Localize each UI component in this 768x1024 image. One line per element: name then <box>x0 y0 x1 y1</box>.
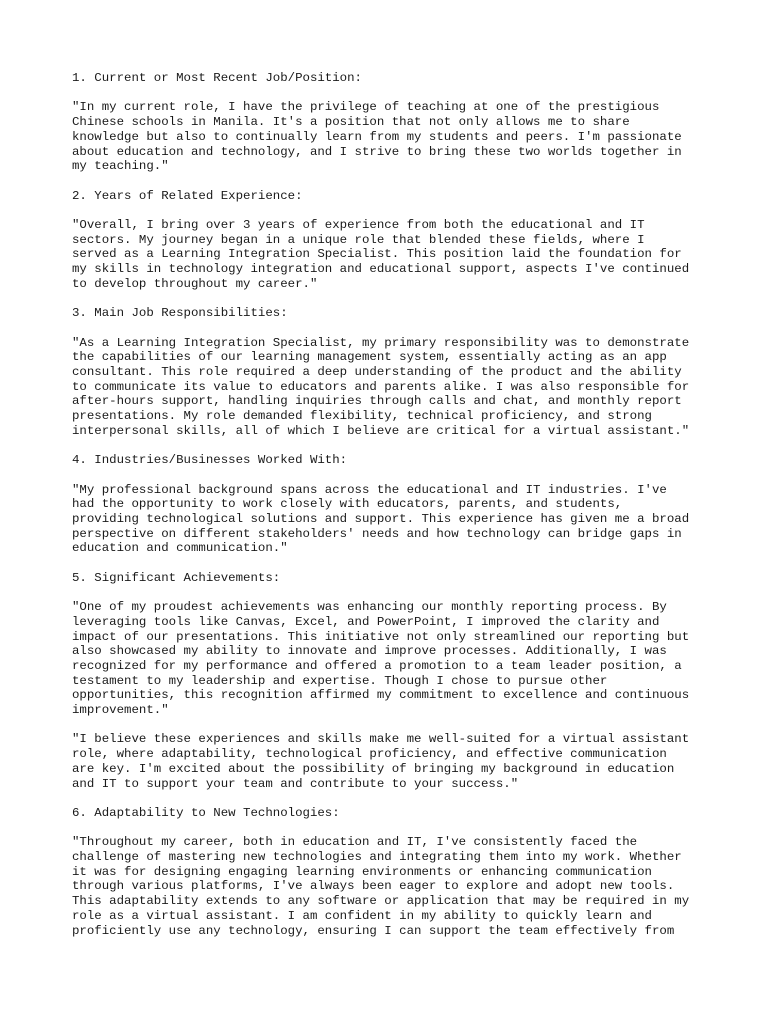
section-heading-years-experience: 2. Years of Related Experience: <box>72 188 303 203</box>
paragraph-adaptability: "Throughout my career, both in education and IT, I've consistently faced the challenge of mastering new technologies and integrating them into my work. Whether it was for designing engaging learning environments or enhancing communication through various platforms, I've always been eager to explore and adopt new tools. This adaptability extends to any software or application that may be required in my role as a virtual assistant. I am confident in my ability to quickly learn and proficiently use any technology, ensuring I can support the team effectively from <box>72 835 690 938</box>
paragraph-industries: "My professional background spans across the educational and IT industries. I've had the opportunity to work closely with educators, parents, and students, providing technological solutions and support. This experience has given me a broad perspective on different stakeholders' needs and how technology can bridge gaps in education and communication." <box>72 482 690 556</box>
document-body <box>72 71 712 953</box>
section-heading-current-position: 1. Current or Most Recent Job/Position: <box>72 71 362 85</box>
section-heading-responsibilities: 3. Main Job Responsibilities: <box>72 306 288 321</box>
paragraph-current-position: "In my current role, I have the privilege of teaching at one of the prestigious Chinese schools in Manila. It's a position that not only allows me to share knowledge but also to continually learn from my students and peers. I'm passionate about education and technology, and I strive to bring these two worlds together in my teaching." <box>72 100 682 174</box>
paragraph-responsibilities: "As a Learning Integration Specialist, my primary responsibility was to demonstrate the capabilities of our learning management system, essentially acting as an app consultant. This role required a deep understanding of the product and the ability to communicate its value to educators and parents alike. I was also responsible for after-hours support, handling inquiries through calls and chat, and monthly report presentations. My role demanded flexibility, technical proficiency, and strong interpersonal skills, all of which I believe are critical for a virtual assistant." <box>72 335 690 438</box>
section-heading-industries: 4. Industries/Businesses Worked With: <box>72 453 348 468</box>
section-heading-adaptability: 6. Adaptability to New Technologies: <box>72 805 340 820</box>
paragraph-achievements: "One of my proudest achievements was enhancing our monthly reporting process. By leveraging tools like Canvas, Excel, and PowerPoint, I improved the clarity and impact of our presentations. This initiative not only streamlined our reporting but also showcased my ability to innovate and improve processes. Additionally, I was recognized for my performance and offered a promotion to a team leader position, a testament to my leadership and expertise. Though I chose to pursue other opportunities, this recognition affirmed my commitment to excellence and continuous improvement." <box>72 600 690 718</box>
section-heading-achievements: 5. Significant Achievements: <box>72 570 281 585</box>
paragraph-closing-statement: "I believe these experiences and skills make me well-suited for a virtual assistant role, where adaptability, technological proficiency, and effective communication are key. I'm excited about the possibility of bringing my background in education and IT to support your team and contribute to your success." <box>72 732 690 791</box>
paragraph-years-experience: "Overall, I bring over 3 years of experience from both the educational and IT sectors. My journey began in a unique role that blended these fields, where I served as a Learning Integration Specialist. This position laid the foundation for my skills in technology integration and educational support, aspects I've continued to develop throughout my career." <box>72 217 690 291</box>
